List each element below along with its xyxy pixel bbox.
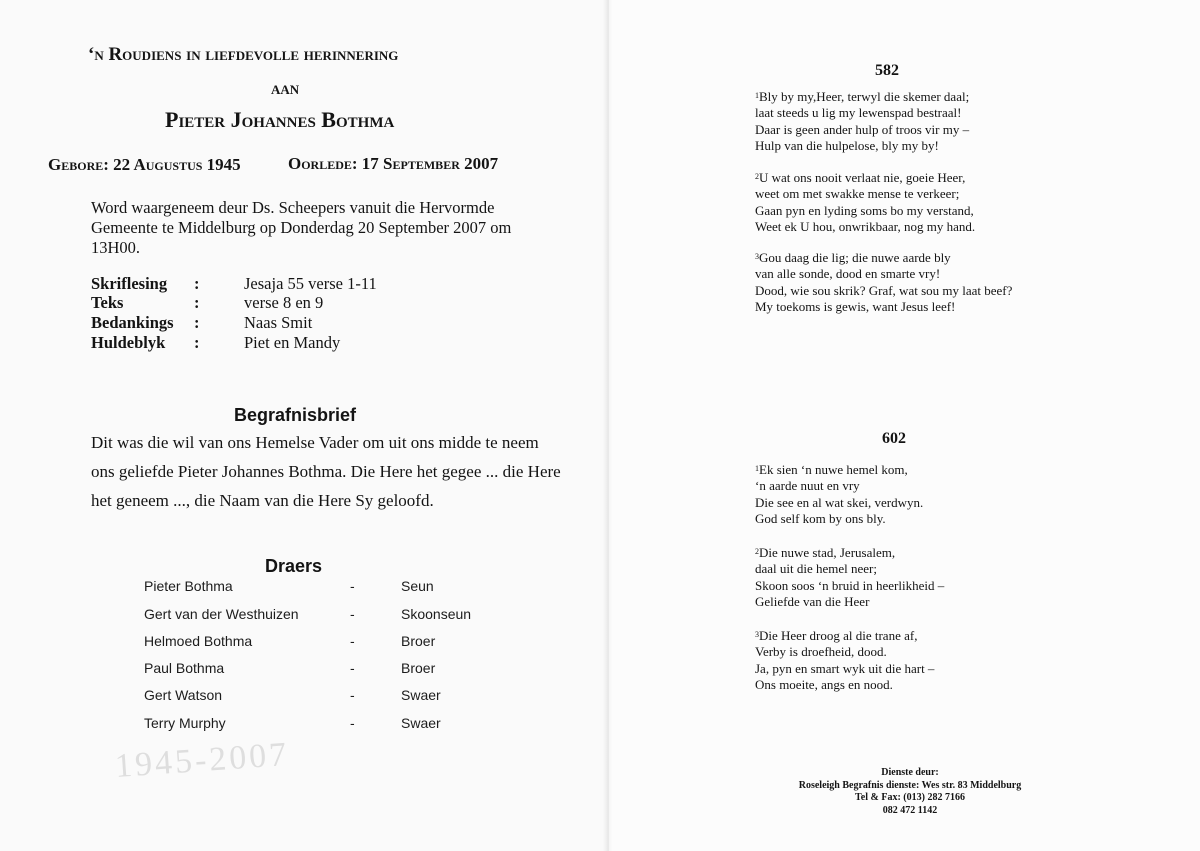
programme-colon: : — [194, 333, 200, 352]
programme-label: Huldeblyk — [91, 333, 166, 352]
verse-line: daal uit die hemel neer; — [755, 561, 878, 577]
verse-number: 1 — [755, 91, 759, 100]
hymn-verse — [755, 170, 975, 235]
memorial-title-aan: aan — [271, 78, 300, 99]
bearer-dash: - — [350, 687, 355, 703]
bearer-relation: Skoonseun — [401, 606, 472, 622]
hymn-verse — [755, 89, 969, 154]
bearer-name: Paul Bothma — [144, 660, 225, 676]
verse-line: Daar is geen ander hulp of troos vir my – — [755, 121, 970, 137]
verse-number: 2 — [755, 547, 759, 556]
verse-line: Gaan pyn en lyding soms bo my verstand, — [755, 202, 974, 218]
verse-line: Skoon soos ‘n bruid in heerlikheid – — [755, 577, 945, 593]
bearer-dash: - — [350, 715, 355, 731]
right-page — [608, 0, 1200, 851]
bearer-dash: - — [350, 633, 355, 649]
death-date: Oorlede: 17 September 2007 — [288, 154, 499, 173]
page-fold — [603, 0, 613, 851]
programme-value: Naas Smit — [244, 313, 313, 332]
verse-line: Ek sien ‘n nuwe hemel kom, — [759, 462, 908, 477]
programme-value: Piet en Mandy — [244, 333, 341, 352]
bearer-name: Pieter Bothma — [144, 578, 233, 594]
verse-number: 1 — [755, 464, 759, 473]
service-officiant-text: Word waargeneem deur Ds. Scheepers vanuit die Hervormde Gemeente te Middelburg op Donderdag 20 September 2007 om 13H00. — [91, 198, 512, 257]
bearer-dash: - — [350, 578, 355, 594]
bearer-relation: Seun — [401, 578, 434, 594]
hymn-verse — [755, 628, 934, 693]
verse-line: Geliefde van die Heer — [755, 593, 870, 609]
hymn-number: 602 — [882, 430, 906, 447]
bearer-relation: Swaer — [401, 687, 441, 703]
programme-colon: : — [194, 274, 200, 293]
bearer-relation: Broer — [401, 660, 436, 676]
bearer-dash: - — [350, 606, 355, 622]
verse-number: 2 — [755, 172, 759, 181]
hymn-verse — [755, 250, 1012, 315]
hymn-number: 582 — [875, 62, 899, 79]
verse-line: Die Heer droog al die trane af, — [759, 628, 918, 643]
programme-colon: : — [194, 293, 200, 312]
verse-line: ‘n aarde nuut en vry — [755, 478, 860, 494]
footer-mobile: 082 472 1142 — [882, 804, 938, 816]
verse-line: U wat ons nooit verlaat nie, goeie Heer, — [759, 170, 966, 185]
verse-line: Gou daag die lig; die nuwe aarde bly — [759, 250, 951, 265]
verse-line: Ons moeite, angs en nood. — [755, 676, 893, 692]
verse-line: Hulp van die hulpelose, bly my by! — [755, 137, 939, 153]
draers-heading: Draers — [265, 556, 323, 576]
memorial-title: ‘n Roudiens in liefdevolle herinnering — [88, 44, 399, 65]
programme-value: Jesaja 55 verse 1-11 — [244, 274, 377, 293]
footer-phone: Tel & Fax: (013) 282 7166 — [855, 792, 965, 803]
bearer-name: Gert Watson — [144, 687, 223, 703]
bearer-dash: - — [350, 660, 355, 676]
verse-number: 3 — [755, 630, 759, 639]
verse-line: Dood, wie sou skrik? Graf, wat sou my laat beef? — [755, 282, 1013, 298]
bearer-name: Terry Murphy — [144, 715, 226, 731]
programme-label: Skriflesing — [91, 274, 168, 293]
verse-line: Verby is droefheid, dood. — [755, 644, 887, 660]
verse-line: Weet ek U hou, onwrikbaar, nog my hand. — [755, 218, 976, 234]
birth-date: Gebore: 22 Augustus 1945 — [48, 155, 241, 174]
verse-line: Bly by my,Heer, terwyl die skemer daal; — [759, 89, 970, 104]
begrafnisbrief-heading: Begrafnisbrief — [234, 405, 357, 425]
footer-heading: Dienste deur: — [881, 767, 939, 778]
programme-label: Teks — [91, 293, 124, 312]
bearer-relation: Broer — [401, 633, 436, 649]
bearer-name: Helmoed Bothma — [144, 633, 253, 649]
show-through-text: 1945-2007 — [113, 735, 291, 786]
footer-company: Roseleigh Begrafnis dienste: Wes str. 83 Middelburg — [798, 779, 1022, 791]
verse-line: van alle sonde, dood en smarte vry! — [755, 266, 941, 282]
bearer-relation: Swaer — [401, 715, 441, 731]
programme-label: Bedankings — [91, 313, 174, 332]
deceased-name: Pieter Johannes Bothma — [165, 107, 395, 132]
verse-line: Die nuwe stad, Jerusalem, — [759, 545, 896, 560]
hymn-verse — [755, 462, 923, 527]
verse-line: weet om met swakke mense te verkeer; — [755, 186, 960, 202]
verse-line: Ja, pyn en smart wyk uit die hart – — [755, 660, 935, 676]
begrafnisbrief-text: Dit was die wil van ons Hemelse Vader om uit ons midde te neem ons geliefde Pieter Johannes Bothma. Die Here het gegee ... die Here het geneem ..., die Naam van die Here Sy geloofd. — [91, 433, 561, 510]
bearer-name: Gert van der Westhuizen — [144, 606, 299, 622]
verse-line: My toekoms is gewis, want Jesus leef! — [755, 298, 956, 314]
verse-line: God self kom by ons bly. — [755, 510, 886, 526]
verse-line: Die see en al wat skei, verdwyn. — [755, 494, 924, 510]
verse-line: laat steeds u lig my lewenspad bestraal! — [755, 105, 962, 121]
verse-number: 3 — [755, 252, 759, 261]
programme-value: verse 8 en 9 — [244, 293, 324, 312]
hymn-verse — [755, 545, 944, 610]
funeral-services-footer — [760, 767, 1060, 817]
programme-colon: : — [194, 313, 200, 332]
